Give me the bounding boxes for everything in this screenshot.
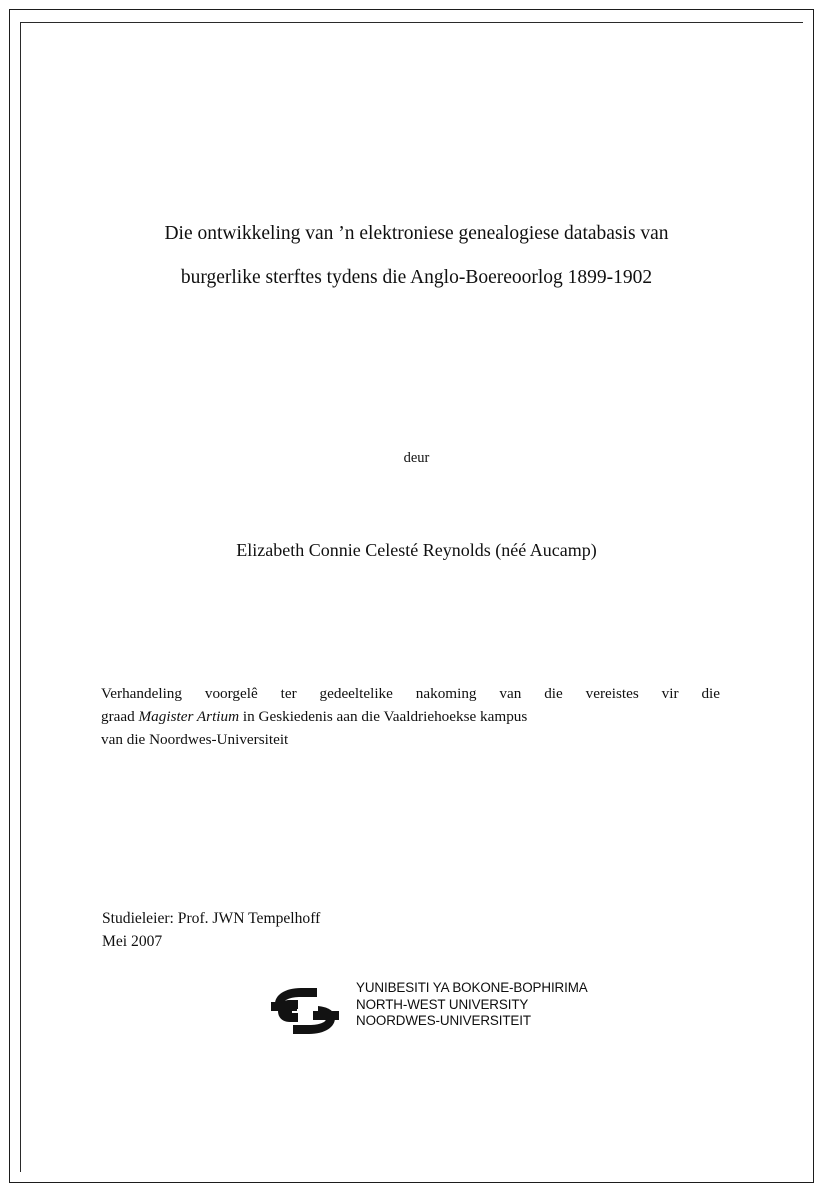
logo-line-afrikaans: NOORDWES-UNIVERSITEIT <box>356 1013 531 1029</box>
degree-statement <box>101 682 720 751</box>
title-page-content <box>100 22 733 1172</box>
title-line-2: burgerlike sterftes tydens die Anglo-Boereoorlog 1899-1902 <box>180 267 653 288</box>
submission-date: Mei 2007 <box>102 933 163 950</box>
page-title <box>100 212 733 300</box>
title-line-1: Die ontwikkeling van ’n elektroniese genealogiese databasis van <box>164 223 669 244</box>
degree-statement-line-1: Verhandeling voorgelê ter gedeeltelike nakoming van die vereistes vir die <box>101 685 720 702</box>
university-logo-text <box>356 980 596 1030</box>
logo-line-setswana: YUNIBESITI YA BOKONE-BOPHIRIMA <box>356 980 588 995</box>
logo-line-english: NORTH-WEST UNIVERSITY <box>356 996 529 1012</box>
university-logo-block <box>100 977 733 1047</box>
supervisor-block <box>102 907 702 953</box>
north-west-university-logo-icon <box>257 982 353 1040</box>
degree-statement-line-3: van die Noordwes-Universiteit <box>101 731 289 748</box>
supervisor-name: Studieleier: Prof. JWN Tempelhoff <box>102 910 321 927</box>
author-name: Elizabeth Connie Celesté Reynolds (néé Aucamp) <box>236 540 597 560</box>
degree-name: Magister Artium <box>138 708 240 725</box>
byline-label: deur <box>403 450 430 466</box>
degree-statement-line-2: graad Magister Artium in Geskiedenis aan die Vaaldriehoekse kampus <box>101 708 528 725</box>
